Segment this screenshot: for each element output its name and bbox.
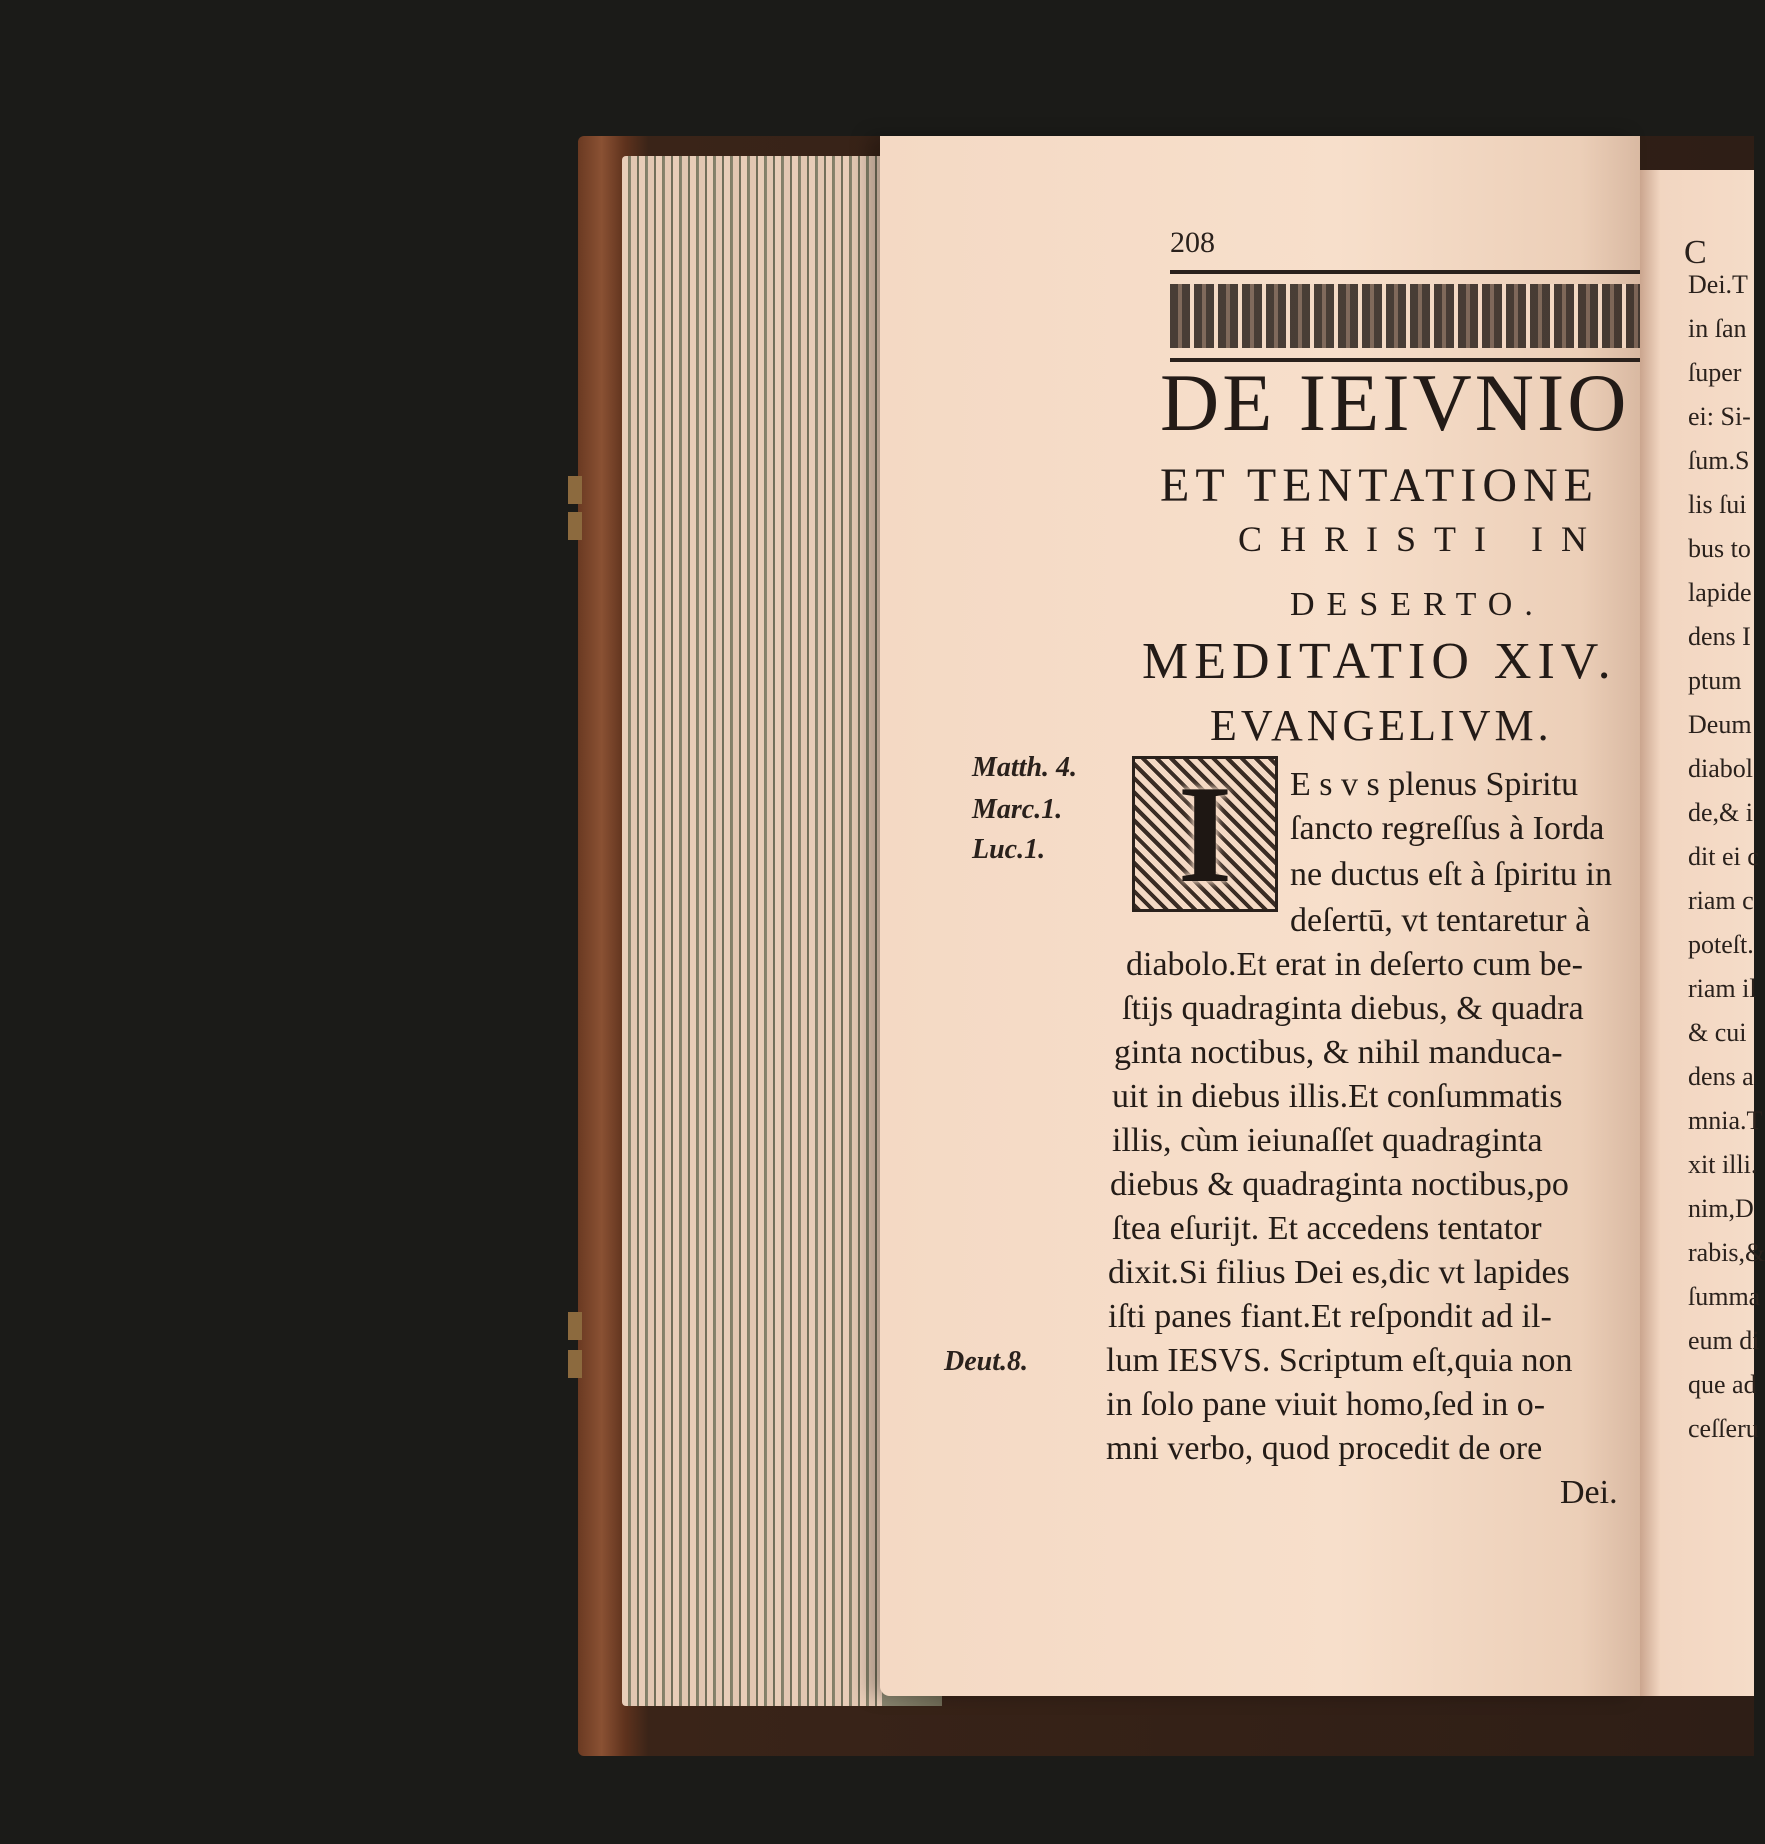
right-page-text <box>1640 170 1765 1696</box>
margin-note: Matth. 4. <box>972 752 1078 783</box>
body-line: iſti panes fiant.Et reſpondit ad il- <box>1108 1298 1552 1335</box>
body-line: diabolo.Et erat in deſerto cum be- <box>1126 946 1583 983</box>
margin-note: Luc.1. <box>972 834 1046 865</box>
body-line: illis, cùm ieiunaſſet quadraginta <box>1112 1122 1543 1159</box>
next-page-line: eum di <box>1688 1326 1760 1355</box>
next-page-line: riam c <box>1688 886 1754 915</box>
next-page-line: Dei.T <box>1688 270 1748 299</box>
next-page-line: ei: Si- <box>1688 402 1751 431</box>
clasp-hinge-lower <box>568 1312 582 1340</box>
decorated-initial <box>1132 756 1278 912</box>
next-page-line: C <box>1684 234 1707 271</box>
margin-note: Marc.1. <box>972 794 1063 825</box>
body-line: E s v s plenus Spiritu <box>1290 766 1579 803</box>
next-page-line: & cui <box>1688 1018 1747 1047</box>
body-line: ginta noctibus, & nihil manduca- <box>1114 1034 1563 1071</box>
next-page-line: in ſan <box>1688 314 1747 343</box>
chapter-subtitle-3: DESERTO. <box>1290 586 1545 623</box>
margin-note: Deut.8. <box>944 1346 1028 1377</box>
next-page-line: dens I <box>1688 622 1751 651</box>
ornament-pattern <box>1170 284 1640 348</box>
next-page-line: que ad <box>1688 1370 1757 1399</box>
page-number: 208 <box>1170 226 1215 259</box>
body-line: Dei. <box>1560 1474 1618 1511</box>
next-page-line: lis ſui <box>1688 490 1747 519</box>
next-page-line: dit ei c <box>1688 842 1759 871</box>
meditation-heading: MEDITATIO XIV. <box>1142 633 1617 690</box>
body-line: dixit.Si filius Dei es,dic vt lapides <box>1108 1254 1570 1291</box>
next-page-line: ſuper <box>1688 358 1742 387</box>
next-page-line: riam il <box>1688 974 1757 1003</box>
body-line: in ſolo pane viuit homo,ſed in o- <box>1106 1386 1546 1423</box>
next-page-line: lapide <box>1688 578 1752 607</box>
clasp-hinge-upper-2 <box>568 512 582 540</box>
body-line: uit in diebus illis.Et conſummatis <box>1112 1078 1563 1115</box>
ornament-band <box>1170 270 1640 362</box>
body-line: ne ductus eſt à ſpiritu in <box>1290 856 1612 893</box>
next-page-line: bus to <box>1688 534 1751 563</box>
gospel-heading: EVANGELIVM. <box>1210 701 1553 750</box>
next-page-line: ceſſeru <box>1688 1414 1759 1443</box>
chapter-subtitle-1: ET TENTATIONE <box>1160 459 1599 512</box>
body-line: diebus & quadraginta noctibus,po <box>1110 1166 1569 1203</box>
next-page-line: ſum.S <box>1688 446 1750 475</box>
next-page-line: Deum <box>1688 710 1752 739</box>
chapter-title: DE IEIVNIO <box>1160 357 1630 448</box>
next-page-line: ptum <box>1688 666 1742 695</box>
body-line: ſtea eſurijt. Et accedens tentator <box>1112 1210 1542 1247</box>
next-page-line: xit illi. <box>1688 1150 1758 1179</box>
next-page-line: mnia.T <box>1688 1106 1763 1135</box>
clasp-hinge-lower-2 <box>568 1350 582 1378</box>
next-page-line: poteſt. <box>1688 930 1754 959</box>
body-line: ſtijs quadraginta diebus, & quadra <box>1122 990 1584 1027</box>
body-line: ſancto regreſſus à Iorda <box>1290 810 1605 847</box>
next-page-line: de,& i <box>1688 798 1753 827</box>
body-line: mni verbo, quod procedit de ore <box>1106 1430 1543 1467</box>
next-page-line: dens a <box>1688 1062 1754 1091</box>
next-page-line: diabol <box>1688 754 1753 783</box>
clasp-hinge-upper <box>568 476 582 504</box>
chapter-subtitle-2: CHRISTI IN <box>1238 519 1605 559</box>
body-line: lum IESVS. Scriptum eſt,quia non <box>1106 1342 1573 1379</box>
body-line: deſertū, vt tentaretur à <box>1290 902 1591 939</box>
next-page-line: rabis,& <box>1688 1238 1765 1267</box>
next-page-line: ſumma <box>1688 1282 1761 1311</box>
initial-letter: I <box>1177 756 1233 912</box>
next-page-line: nim,D <box>1688 1194 1754 1223</box>
